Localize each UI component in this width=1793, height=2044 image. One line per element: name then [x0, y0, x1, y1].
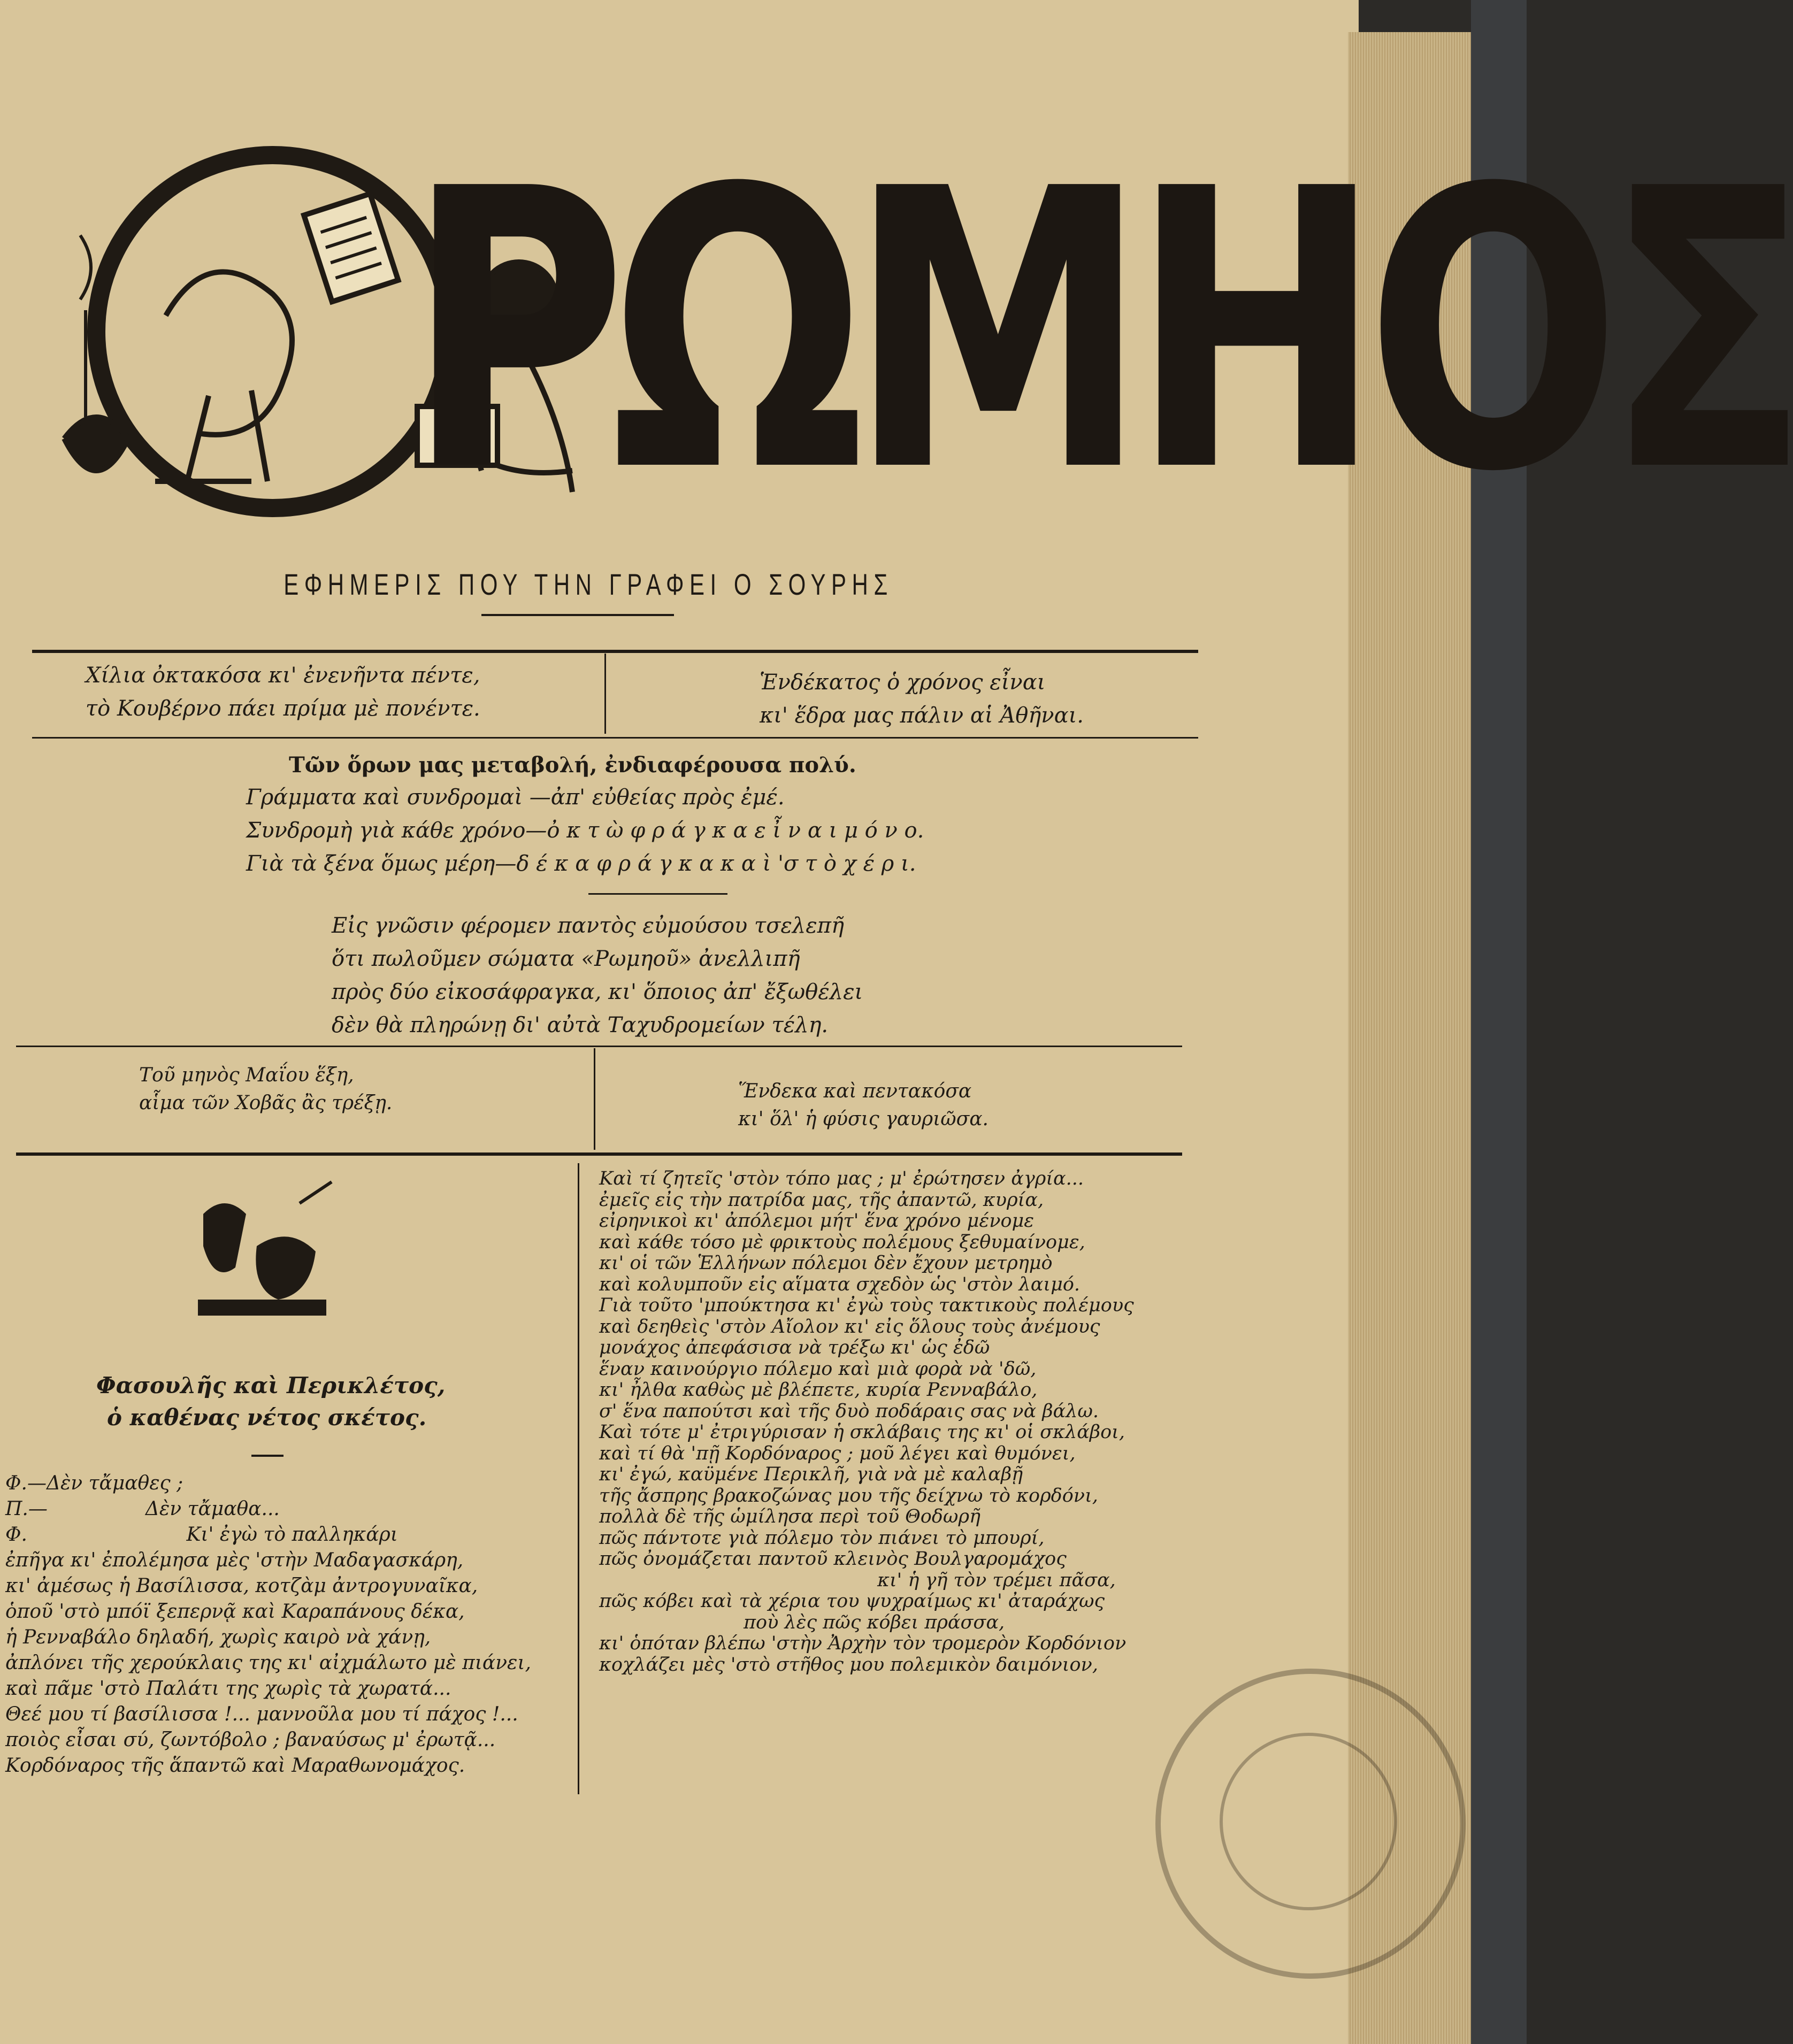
verse-line: ἕναν καινούργιο πόλεμο καὶ μιὰ φορὰ νὰ 'δῶ,	[599, 1358, 1037, 1380]
verse-line: εἰρηνικοὶ κι' ἀπόλεμοι μήτ' ἕνα χρόνο μένομε	[599, 1210, 1035, 1232]
date-left-line: αἷμα τῶν Χοβᾶς ἂς τρέξῃ.	[139, 1092, 393, 1114]
verse-line: καὶ δεηθεὶς 'στὸν Αἴολον κι' εἰς ὅλους τοὺς ἀνέμους	[599, 1316, 1100, 1338]
verse-line: ποὺ λὲς πῶς κόβει πράσσα,	[744, 1611, 1005, 1633]
dialogue-line: κι' ἀμέσως ἡ Βασίλισσα, κοτζὰμ ἀντρογυναῖκα,	[5, 1575, 478, 1597]
dialogue-line: ἀπλόνει τῆς χερούκλαις της κι' αἰχμάλωτο μὲ πιάνει,	[5, 1652, 531, 1674]
verse-line: καὶ τί θὰ 'πῇ Κορδόναρος ; μοῦ λέγει καὶ θυμόνει,	[599, 1442, 1076, 1464]
verse-line: σ' ἕνα παπούτσι καὶ τῆς δυὸ ποδάραις σας νὰ βάλω.	[599, 1400, 1099, 1422]
verse-line: Γιὰ τοῦτο 'μπούκτησα κι' ἐγὼ τοὺς τακτικοὺς πολέμους	[599, 1295, 1134, 1316]
verse-line: κι' ἡ γῆ τὸν τρέμει πᾶσα,	[877, 1569, 1116, 1591]
article-title-rule	[251, 1455, 283, 1457]
verse-line: πῶς ὀνομάζεται παντοῦ κλεινὸς Βουλγαρομάχος	[599, 1548, 1067, 1570]
verse-line: πῶς κόβει καὶ τὰ χέρια του ψυχραίμως κι' ἀταράχως	[599, 1590, 1105, 1612]
dialogue-line: ὁποῦ 'στὸ μπόϊ ξεπερνᾷ καὶ Καραπάνους δέκα,	[5, 1601, 465, 1623]
divider-vertical-2	[594, 1048, 595, 1150]
date-right-line: κι' ὅλ' ἡ φύσις γαυριῶσα.	[738, 1108, 989, 1130]
divider-vertical-1	[604, 654, 606, 734]
notice-line: δὲν θὰ πληρώνῃ δι' αὐτὰ Ταχυδρομείων τέλη.	[332, 1013, 829, 1038]
verse-line: κι' οἱ τῶν Ἑλλήνων πόλεμοι δὲν ἔχουν μετρημὸ	[599, 1252, 1053, 1274]
motto-right-line: Ἑνδέκατος ὁ χρόνος εἶναι	[760, 670, 1046, 695]
verse-line: πολλὰ δὲ τῆς ὡμίλησα περὶ τοῦ Θοδωρῆ	[599, 1506, 981, 1527]
verse-line: Καὶ τότε μ' ἐτριγύρισαν ἡ σκλάβαις της κι' οἱ σκλάβοι,	[599, 1421, 1125, 1443]
top-rule	[32, 650, 1198, 653]
notice-line: ὅτι πωλοῦμεν σώματα «Ρωμηοῦ» ἀνελλιπῆ	[332, 947, 800, 971]
article-top-rule	[16, 1152, 1182, 1156]
date-rule-top	[16, 1046, 1182, 1047]
article-left-column	[5, 1471, 531, 1779]
verse-line: κι' ἐγώ, καϋμένε Περικλῆ, γιὰ νὰ μὲ καλαβῇ	[599, 1464, 1023, 1485]
motto-right	[760, 666, 1084, 732]
verse-line: κοχλάζει μὲς 'στὸ στῆθος μου πολεμικὸν δαιμόνιον,	[599, 1654, 1098, 1676]
verse-line: Καὶ τί ζητεῖς 'στὸν τόπο μας ; μ' ἐρώτησεν ἀγρία...	[599, 1168, 1084, 1189]
terms-line: Γράμματα καὶ συνδρομαὶ —ἀπ' εὐθείας πρὸς ἐμέ.	[246, 785, 785, 810]
verse-line: μονάχος ἀπεφάσισα νὰ τρέξω κι' ὡς ἐδῶ	[599, 1337, 990, 1358]
dialogue-line: Φ.—Δὲν τἄμαθες ;	[5, 1472, 183, 1494]
dialogue-line: ποιὸς εἶσαι σύ, ζωντόβολο ; βαναύσως μ' ἐρωτᾷ...	[5, 1729, 496, 1751]
notice-line: πρὸς δύο εἰκοσάφραγκα, κι' ὅποιος ἀπ' ἔξωθέλει	[332, 980, 863, 1004]
verse-line: κι' ἦλθα καθὼς μὲ βλέπετε, κυρία Ρενναβάλο,	[599, 1379, 1038, 1401]
verse-line: πῶς πάντοτε γιὰ πόλεμο τὸν πιάνει τὸ μπουρί,	[599, 1527, 1045, 1549]
motto-left-line: Χίλια ὀκτακόσα κι' ἐνενῆντα πέντε,	[86, 663, 480, 688]
article-title-2: ὁ καθένας νέτος σκέτος.	[107, 1404, 427, 1431]
verse-line: κι' ὁπόταν βλέπω 'στὴν Ἀρχὴν τὸν τρομερὸν Κορδόνιον	[599, 1633, 1127, 1654]
verse-line: καὶ κάθε τόσο μὲ φρικτοὺς πολέμους ξεθυμαίνομε,	[599, 1231, 1085, 1253]
dialogue-line: ἐπῆγα κι' ἐπολέμησα μὲς 'στὴν Μαδαγασκάρη,	[5, 1549, 464, 1571]
dialogue-line: καὶ πᾶμε 'στὸ Παλάτι της χωρὶς τὰ χωρατά...	[5, 1678, 451, 1700]
motto-left-line: τὸ Κουβέρνο πάει πρίμα μὲ πονέντε.	[86, 696, 480, 721]
article-right-column	[599, 1169, 1134, 1676]
notice-rule	[588, 893, 727, 895]
subtitle-rule	[481, 614, 674, 616]
date-left-line: Τοῦ μηνὸς Μαΐου ἕξη,	[139, 1064, 354, 1086]
column-divider	[578, 1163, 579, 1794]
terms-heading: Τῶν ὅρων μας μεταβολή, ἐνδιαφέρουσα πολύ.	[289, 752, 856, 778]
masthead-subtitle: ΕΦΗΜΕΡΙΣ ΠΟΥ ΤΗΝ ΓΡΑΦΕΙ Ο ΣΟΥΡΗΣ	[283, 567, 893, 601]
notice-line: Εἰς γνῶσιν φέρομεν παντὸς εὐμούσου τσελεπῆ	[332, 913, 844, 938]
vignette-illustration	[193, 1182, 332, 1342]
verse-line: καὶ κολυμποῦν εἰς αἵματα σχεδὸν ὡς 'στὸν λαιμό.	[599, 1273, 1081, 1295]
date-right-line: Ἕνδεκα καὶ πεντακόσα	[738, 1080, 972, 1102]
verse-line: τῆς ἄσπρης βρακοζώνας μου τῆς δείχνω τὸ κορδόνι,	[599, 1485, 1098, 1507]
dialogue-line: Κορδόναρος τῆς ἅπαντῶ καὶ Μαραθωνομάχος.	[5, 1755, 465, 1777]
motto-right-line: κι' ἕδρα μας πάλιν αἱ Ἀθῆναι.	[760, 703, 1084, 728]
motto-left	[86, 659, 480, 725]
dialogue-line: Θεέ μου τί βασίλισσα !... μαννοῦλα μου τί πάχος !...	[5, 1703, 518, 1725]
terms-line: Γιὰ τὰ ξένα ὅμως μέρη—δ έ κ α φ ρ ά γ κ α κ α ὶ 'σ τ ὸ χ έ ρ ι.	[246, 851, 916, 876]
stamp-inner-ring	[1220, 1733, 1397, 1910]
masthead-title: ΡΩΜΗΟΣ	[407, 107, 1793, 556]
library-stamp	[1155, 1669, 1466, 1979]
terms-rule	[32, 737, 1198, 739]
article-title-1: Φασουλῆς καὶ Περικλέτος,	[96, 1372, 446, 1398]
terms-block	[246, 781, 924, 880]
dialogue-line: Φ. Κι' ἐγὼ τὸ παλληκάρι	[5, 1524, 398, 1546]
terms-line: Συνδρομὴ γιὰ κάθε χρόνο—ὀ κ τ ὼ φ ρ ά γ κ α ε ἶ ν α ι μ ό ν ο.	[246, 818, 924, 843]
dialogue-line: Π.— Δὲν τἄμαθα...	[5, 1498, 280, 1520]
date-right	[738, 1078, 989, 1133]
date-left	[139, 1062, 392, 1117]
notice-block	[332, 909, 863, 1042]
dialogue-line: ἡ Ρενναβάλο δηλαδή, χωρὶς καιρὸ νὰ χάνῃ,	[5, 1626, 431, 1648]
verse-line: ἐμεῖς εἰς τὴν πατρίδα μας, τῆς ἀπαντῶ, κυρία,	[599, 1189, 1044, 1211]
